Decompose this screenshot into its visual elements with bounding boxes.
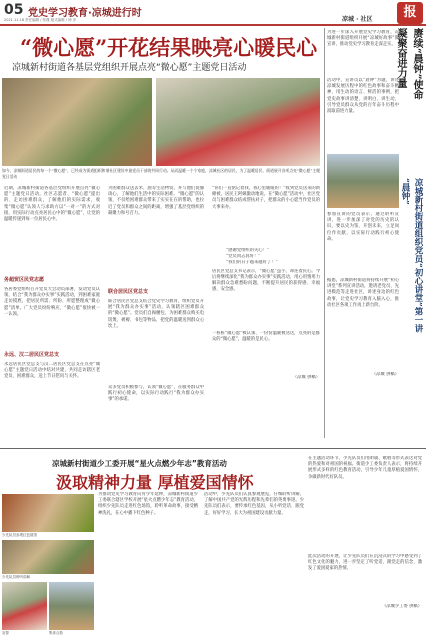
header-rule bbox=[0, 24, 426, 26]
side-subtitle-line-2: “晨钟” bbox=[400, 178, 410, 205]
top-col1-text3: 永远居民区党总支与汉二居民区党总支在点亮“微心愿”主题党日活动中结对共建，共同走访辖区老党员、困难群众，送上节日慰问与关怀。 bbox=[4, 362, 100, 380]
side-text-3: 据悉，凉城新村街道将持续开展“初心讲堂”系列宣讲活动，邀请老党员、先进模范等走进社区，讲述身边的红色故事，让党史学习教育入脑入心，推动社区各项工作再上新台阶。 bbox=[327, 278, 399, 308]
page-number: 05 bbox=[4, 2, 24, 18]
photo-collage bbox=[2, 456, 94, 636]
bottom-col-3: 在主题活动环节，少先队员们用朗诵、歌唱等形式表达对党的热爱和对祖国的祝福。街道少工委负责人表示，将持续开展形式多样的红色教育活动，引导少年儿童厚植爱国情怀，争做新时代好队员。 bbox=[308, 456, 422, 480]
bottom-headline: 汲取精神力量 厚植爱国情怀 bbox=[56, 473, 254, 492]
bottom-byline: （凉城少工委 供稿） bbox=[381, 604, 422, 609]
top-col3-text2: 居民区党总支书记表示，“微心愿”虽小，却连着民心。今后将继续深化“我为群众办实事”实践活动，用心用情用力解决群众急难愁盼问题，不断提升居民的获得感、幸福感、安全感。 bbox=[212, 268, 320, 293]
bottom-photo-1 bbox=[2, 494, 94, 532]
top-col1-heading1: 务超贸区民党志愿 bbox=[4, 277, 45, 283]
side-subtitle-line-1: 凉城新村街道组织党员“初心讲堂”第一讲 bbox=[413, 178, 423, 333]
top-col2-heading1: 联合居民区党总支 bbox=[108, 289, 149, 295]
top-col3-quote3: “我们的日子越来越好了！” bbox=[226, 260, 278, 266]
page-meta: 2021.11.18 责任编辑 / 张瑾 版式编辑 / 徐 彦 bbox=[4, 18, 77, 22]
bottom-col-3-wrap bbox=[308, 456, 422, 636]
top-col3-text3: 一桩桩“微心愿”被认领、一份份温暖被送达，点亮的是群众的“微心愿”，温暖的是民心。 bbox=[212, 330, 320, 342]
side-title-line-2: 凝聚奋进力量 bbox=[395, 28, 406, 88]
top-photo-left bbox=[2, 78, 152, 166]
section-title: 党史学习教育·凉城进行时 bbox=[28, 8, 142, 19]
bottom-photo-4 bbox=[49, 582, 94, 630]
side-byline: （凉城 供稿） bbox=[371, 372, 399, 377]
top-col2-text2: 联合居民区党总支结合党史学习教育，组织党员开展“我为群众办实事”活动，认领辖区困难群众的“微心愿”。党员们自掏腰包，为困难群众购买电饭煲、被褥、书包等物品，把党的温暖送到群众心坎上。 bbox=[108, 299, 204, 329]
side-text-2: 参加宣讲的党员表示，通过聆听宣讲，进一步加深了对党的历史的认识，要以史为鉴、开创未来，立足岗位作贡献，以实际行动践行初心使命。 bbox=[327, 212, 399, 242]
bottom-photo-3-caption: 宣誓 bbox=[2, 631, 9, 635]
side-intro: 为进一步深入开展党史学习教育，凉城新村街道组织开展“凉城好故事”微宣讲，推动党史学习教育走深走实。 bbox=[327, 30, 399, 48]
brand-label: 凉城 · 社区 bbox=[342, 16, 373, 23]
page-header bbox=[0, 0, 426, 24]
top-col2-text3: 众多党员积极参与，认领“微心愿”，在服务群众中践行初心使命，以实际行动践行“我为群众办实事”的承诺。 bbox=[108, 385, 204, 403]
top-photo-caption: 如今，凉城街道居民的每一个“微心愿”，已经成为街道组织和谐社区建设中最党员干部的共同行动。从而温暖一个个家庭，凉城社区的居民，为了温暖居民、街道展开各项点亮“微心愿”主题党日活动 bbox=[2, 168, 320, 179]
bottom-photo-3 bbox=[2, 582, 47, 630]
top-col3-text1: “你们一直惦记着我，我心里暖暖的！”收到党员送来的新棉被，居民王阿姨激动地说。在“微心愿”活动中，社区党员与困难群众结成帮扶对子，把群众的小心愿当作党员的大事来办。 bbox=[212, 186, 320, 210]
side-subtitle-block bbox=[401, 178, 424, 348]
side-text-1: 活动中，宣讲员以“晨钟”为题，讲述凉城发展历程中的红色故事和奋斗精神，用生动的语言、鲜活的事例，把党史故事讲清楚、讲明白、讲生动，引导党员群众从党的百年奋斗历程中汲取前进力量。 bbox=[327, 78, 399, 115]
bottom-kicker: 凉城新村街道少工委开展“星火点燃少年志”教育活动 bbox=[52, 459, 227, 468]
top-col3-quote1: “感谢党组织的关心！” bbox=[226, 248, 270, 253]
top-col1-text2: 各居委党组织召开党员大会动员部署，发动党员认领，结合“我为群众办实事”实践活动，到困难家庭走访摸底，把居民所需、所盼、所愿整理成“微心愿”清单。广大党员纷纷响应，“微心愿”很快被一一认领。 bbox=[4, 287, 100, 317]
bottom-photo-4-caption: 集体合影 bbox=[49, 631, 63, 635]
side-title-block bbox=[395, 28, 424, 178]
top-col2-text1: 为困难群众送去米、油等生活物资，并与他们促膝谈心，了解他们生活中的实际困难。“微心愿”的认领，不仅给困难群众带来了实实在在的帮助，也拉近了党员和群众之间的距离，增强了基层党组织的凝聚力和号召力。 bbox=[108, 186, 204, 216]
bottom-article bbox=[2, 452, 424, 638]
bottom-photo-2-caption: 少先队员聆听讲解 bbox=[2, 575, 30, 579]
top-col-1 bbox=[4, 186, 100, 448]
column-divider bbox=[324, 28, 325, 438]
bottom-col-4: 此次活动的开展，让少先队员们在沉浸式的学习中感受到了红色文化的魅力，进一步坚定了听党话、跟党走的信念，激发了爱国爱家的热情。 bbox=[308, 554, 422, 572]
bottom-photo-2 bbox=[2, 540, 94, 574]
bottom-col-1: 为推动党史学习教育向青少年延伸，凉城新村街道少工委联合辖区学校开展“星火点燃少年志”教育活动，组织少先队员走进红色场馆，聆听革命故事，接受精神洗礼，在心中播下红色种子。 bbox=[98, 492, 198, 516]
bottom-photo-1-caption: 少先队员参观红色展馆 bbox=[2, 533, 37, 537]
top-col3-byline: （凉城 供稿） bbox=[292, 374, 320, 380]
top-col-3 bbox=[212, 186, 320, 448]
section-divider bbox=[0, 448, 426, 449]
top-headline: “微心愿”开花结果映亮心暖民心 bbox=[20, 35, 318, 60]
top-col1-text1: 近期，凉城新村街道各基层党组织开展点亮“微心愿”主题党日活动。社区志愿者、“微心愿”提出的、走访困难群众，了解他们的实际需求，收集“微心愿”认领人与求助方以“一对一”的方式对接，用实际行动点亮居民心中的“微心愿”，让党的温暖传递到每一位居民心中。 bbox=[4, 186, 100, 223]
side-column bbox=[327, 28, 424, 438]
brand-logo bbox=[397, 2, 423, 24]
top-article bbox=[2, 28, 322, 448]
top-col1-heading2: 永远、汉二居民区党总支 bbox=[4, 352, 60, 358]
top-photo-right bbox=[156, 78, 320, 166]
side-title-line-1: 赓续“晨钟”使命 bbox=[411, 28, 422, 100]
top-subhead: 凉城新村街道各基层党组织开展点亮“微心愿”主题党日活动 bbox=[12, 63, 247, 73]
top-col3-quote2: “党员同志真好！” bbox=[226, 254, 261, 260]
brand-logo-char: 报 bbox=[403, 5, 417, 20]
top-col-2 bbox=[108, 186, 204, 448]
side-photo bbox=[327, 154, 399, 208]
bottom-col-2: 活动中，少先队员们认真参观展览，仔细聆听讲解，了解中国共产党的光辉历程和先辈们的英勇事迹。少先队员们表示，要传承红色基因，从小听党话、跟党走，好好学习，长大为祖国建设贡献力量。 bbox=[204, 492, 304, 516]
